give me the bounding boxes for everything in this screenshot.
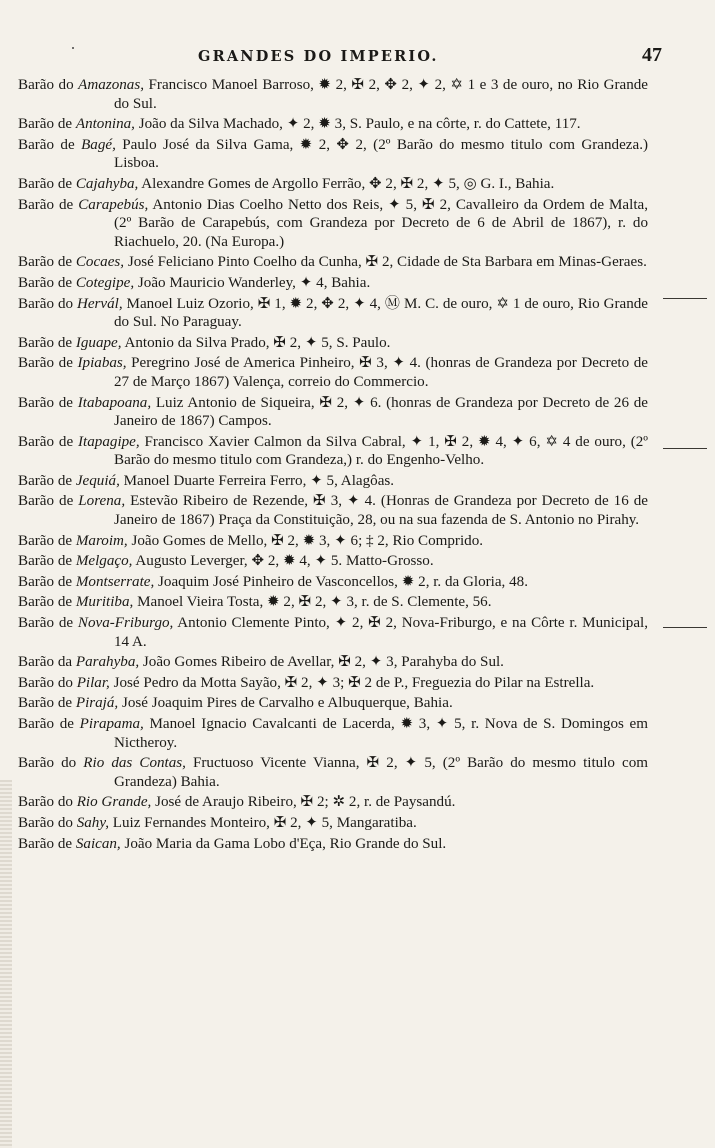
entry-title: Antonina, bbox=[75, 116, 135, 133]
page-number: 47 bbox=[642, 44, 662, 66]
entry-body: Manoel Duarte Ferreira Ferro, ✦ 5, Alagôas. bbox=[119, 472, 395, 489]
entry-body: José Joaquim Pires de Carvalho e Albuquerque, Bahia. bbox=[118, 695, 453, 712]
binding-edge bbox=[0, 780, 12, 1148]
entry-body: Manoel Luiz Ozorio, ✠ 1, ✹ 2, ✥ 2, ✦ 4, Ⓜ M. C. de ouro, ✡ 1 de ouro, Rio Grande do Sul. No Paraguay. bbox=[114, 295, 648, 331]
entry bbox=[18, 532, 648, 551]
margin-rule bbox=[663, 448, 707, 449]
entry-prefix: Barão do bbox=[18, 674, 77, 691]
entry-prefix: Barão de bbox=[18, 433, 79, 450]
entry-prefix: Barão de bbox=[18, 573, 76, 590]
entry-prefix: Barão de bbox=[18, 615, 78, 632]
entry-title: Sahy, bbox=[76, 814, 109, 831]
entry bbox=[18, 274, 648, 293]
entry bbox=[18, 295, 648, 332]
entry-title: Ipiabas, bbox=[77, 355, 127, 372]
entry-body: Antonio Clemente Pinto, ✦ 2, ✠ 2, Nova-Friburgo, e na Côrte r. Municipal, 14 A. bbox=[114, 615, 648, 650]
entry-title: Pirajá, bbox=[75, 695, 119, 712]
entry-title: Pilar, bbox=[76, 674, 110, 691]
entry bbox=[18, 694, 648, 713]
entry-title: Melgaço, bbox=[75, 553, 133, 570]
entry-prefix: Barão do bbox=[18, 794, 77, 811]
entry-body: João Gomes Ribeiro de Avellar, ✠ 2, ✦ 3, Parahyba do Sul. bbox=[139, 654, 504, 671]
entry bbox=[18, 814, 648, 833]
entry bbox=[18, 653, 648, 672]
entry-prefix: Barão de bbox=[18, 493, 79, 510]
entry bbox=[18, 835, 648, 854]
entry-title: Rio das Contas, bbox=[83, 755, 186, 772]
entry-body: Alexandre Gomes de Argollo Ferrão, ✥ 2, ✠ 2, ✦ 5, ◎ G. I., Bahia. bbox=[138, 175, 555, 192]
entry-title: Itabapoana, bbox=[77, 394, 152, 411]
entry-title: Muritiba, bbox=[75, 594, 134, 611]
entry-body: José de Araujo Ribeiro, ✠ 2; ✲ 2, r. de Paysandú. bbox=[151, 794, 456, 811]
entry-title: Cajahyba, bbox=[75, 175, 139, 192]
entry-title: Itapagipe, bbox=[78, 433, 140, 450]
entry-prefix: Barão de bbox=[18, 136, 82, 153]
entry-title: Lorena, bbox=[78, 493, 126, 510]
entry-prefix: Barão do bbox=[18, 77, 79, 93]
entry-prefix: Barão de bbox=[18, 175, 76, 192]
entry-body: Manoel Vieira Tosta, ✹ 2, ✠ 2, ✦ 3, r. de S. Clemente, 56. bbox=[133, 594, 492, 611]
entry bbox=[18, 674, 648, 693]
entry-title: Hervál, bbox=[76, 295, 123, 312]
entry bbox=[18, 175, 648, 194]
entry-body: João da Silva Machado, ✦ 2, ✹ 3, S. Paulo, e na côrte, r. do Cattete, 117. bbox=[134, 116, 581, 133]
entry-title: Amazonas, bbox=[78, 77, 145, 93]
entry-title: Jequiá, bbox=[75, 472, 120, 489]
entry bbox=[18, 196, 648, 252]
entry-title: Cotegipe, bbox=[75, 274, 135, 291]
entry bbox=[18, 334, 648, 353]
entry bbox=[18, 614, 648, 651]
entry-body: Augusto Leverger, ✥ 2, ✹ 4, ✦ 5. Matto-Grosso. bbox=[132, 553, 434, 570]
entry-body: Manoel Ignacio Cavalcanti de Lacerda, ✹ 3, ✦ 5, r. Nova de S. Domingos em Nictheroy. bbox=[114, 716, 648, 751]
entry-prefix: Barão de bbox=[18, 394, 78, 411]
entry-body: Estevão Ribeiro de Rezende, ✠ 3, ✦ 4. (Honras de Grandeza por Decreto de 16 de Janeiro de 1867) Praça da Constituição, 28, ou na sua fazenda de S. Antonio no Pirahy. bbox=[114, 493, 648, 529]
entry-title: Parahyba, bbox=[75, 654, 140, 671]
entry-prefix: Barão do bbox=[18, 295, 77, 312]
entry-body: Francisco Manoel Barroso, ✹ 2, ✠ 2, ✥ 2, ✦ 2, ✡ 1 e 3 de ouro, no Rio Grande do Sul. bbox=[114, 77, 648, 112]
entry-prefix: Barão do bbox=[18, 755, 84, 772]
entry-prefix: Barão de bbox=[18, 835, 76, 852]
entry bbox=[18, 593, 648, 612]
entry-title: Rio Grande, bbox=[76, 794, 152, 811]
entry-prefix: Barão de bbox=[18, 274, 76, 291]
entry-body: Antonio da Silva Prado, ✠ 2, ✦ 5, S. Paulo. bbox=[121, 334, 391, 351]
entry-body: Peregrino José de America Pinheiro, ✠ 3, ✦ 4. (honras de Grandeza por Decreto de 27 de Março 1867) Valença, correio do Commercio. bbox=[114, 355, 648, 390]
entry bbox=[18, 433, 648, 470]
entry-prefix: Barão de bbox=[18, 553, 76, 570]
entry-prefix: Barão de bbox=[18, 116, 76, 133]
entry-prefix: Barão de bbox=[18, 532, 76, 549]
entry-title: Cocaes, bbox=[75, 254, 125, 271]
entry bbox=[18, 394, 648, 431]
margin-rule bbox=[663, 627, 707, 628]
entry-list bbox=[18, 76, 648, 855]
entry-title: Iguape, bbox=[75, 334, 122, 351]
entry-title: Carapebús, bbox=[78, 196, 149, 213]
entry bbox=[18, 754, 648, 791]
entry-body: José Pedro da Motta Sayão, ✠ 2, ✦ 3; ✠ 2 de P., Freguezia do Pilar na Estrella. bbox=[109, 674, 595, 691]
running-title: GRANDES DO IMPERIO. bbox=[198, 48, 439, 65]
entry bbox=[18, 573, 648, 592]
entry-title: Montserrate, bbox=[75, 573, 155, 590]
entry-body: João Maria da Gama Lobo d'Eça, Rio Grande do Sul. bbox=[120, 835, 447, 852]
entry bbox=[18, 552, 648, 571]
entry bbox=[18, 76, 648, 113]
entry-body: João Gomes de Mello, ✠ 2, ✹ 3, ✦ 6; ‡ 2, Rio Comprido. bbox=[127, 532, 484, 549]
entry bbox=[18, 472, 648, 491]
entry-prefix: Barão de bbox=[18, 355, 78, 372]
entry-prefix: Barão do bbox=[18, 814, 77, 831]
entry-body: João Mauricio Wanderley, ✦ 4, Bahia. bbox=[134, 274, 371, 291]
entry bbox=[18, 115, 648, 134]
entry bbox=[18, 793, 648, 812]
entry bbox=[18, 253, 648, 272]
entry-prefix: Barão da bbox=[18, 654, 76, 671]
margin-rule bbox=[663, 298, 707, 299]
entry-prefix: Barão de bbox=[18, 716, 80, 732]
entry-body: Luiz Fernandes Monteiro, ✠ 2, ✦ 5, Mangaratiba. bbox=[108, 814, 417, 831]
entry-prefix: Barão de bbox=[18, 334, 76, 351]
entry-title: Bagé, bbox=[81, 136, 116, 153]
entry-prefix: Barão de bbox=[18, 196, 79, 213]
entry-prefix: Barão de bbox=[18, 254, 76, 271]
entry-body: Joaquim José Pinheiro de Vasconcellos, ✹ 2, r. da Gloria, 48. bbox=[154, 573, 528, 590]
entry-title: Saican, bbox=[75, 835, 121, 852]
entry bbox=[18, 492, 648, 529]
entry-title: Pirapama, bbox=[79, 716, 144, 732]
entry-body: Francisco Xavier Calmon da Silva Cabral, ✦ 1, ✠ 2, ✹ 4, ✦ 6, ✡ 4 de ouro, (2º Barão do mesmo titulo com Grandeza,) r. do Engenho-Velho. bbox=[114, 433, 648, 469]
entry-body: Antonio Dias Coelho Netto dos Reis, ✦ 5, ✠ 2, Cavalleiro da Ordem de Malta, (2º Barão de Carapebús, com Grandeza por Decreto de 6 de Abril de 1867), r. do Riachuelo, 20. (Na Europa.) bbox=[114, 196, 648, 250]
page-header bbox=[0, 44, 715, 72]
entry-body: Fructuoso Vicente Vianna, ✠ 2, ✦ 5, (2º Barão do mesmo titulo com Grandeza) Bahia. bbox=[114, 755, 649, 790]
entry-title: Maroim, bbox=[75, 532, 128, 549]
entry bbox=[18, 715, 648, 752]
entry-body: Paulo José da Silva Gama, ✹ 2, ✥ 2, (2º Barão do mesmo titulo com Grandeza.) Lisboa. bbox=[114, 136, 648, 172]
entry-body: José Feliciano Pinto Coelho da Cunha, ✠ 2, Cidade de Sta Barbara em Minas-Geraes. bbox=[124, 254, 647, 271]
entry-title: Nova-Friburgo, bbox=[77, 615, 174, 632]
entry-body: Luiz Antonio de Siqueira, ✠ 2, ✦ 6. (honras de Grandeza por Decreto de 26 de Janeiro de 1867) Campos. bbox=[114, 394, 648, 430]
entry-prefix: Barão de bbox=[18, 594, 76, 611]
entry-prefix: Barão de bbox=[18, 472, 76, 489]
entry bbox=[18, 136, 648, 173]
entry-prefix: Barão de bbox=[18, 695, 76, 712]
entry bbox=[18, 354, 648, 391]
